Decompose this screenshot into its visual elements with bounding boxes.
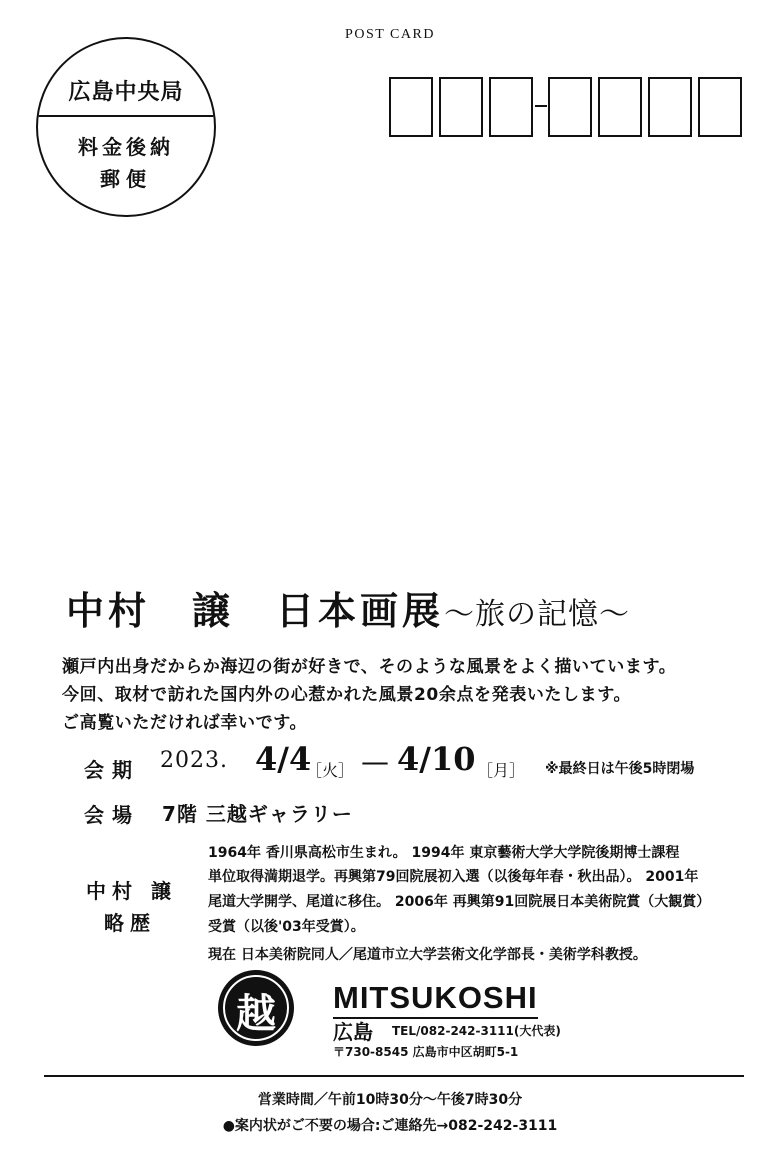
biography-line-4: 受賞（以後'03年受賞）。	[208, 919, 365, 935]
postal-code-box-6	[648, 77, 692, 137]
biography-line-2: 単位取得満期退学。再興第79回院展初入選（以後毎年春・秋出品）。 2001年	[208, 869, 699, 885]
period-dash: —	[361, 745, 389, 778]
postal-code-dash	[535, 105, 547, 107]
period-start-day: ［火］	[306, 761, 355, 780]
biography-line-5: 現在 日本美術院同人／尾道市立大学芸術文化学部長・美術学科教授。	[208, 947, 647, 963]
branch-name: 広島	[333, 1020, 373, 1044]
period-end-day: ［月］	[477, 761, 526, 780]
period-label: 会期	[84, 758, 140, 782]
postal-code-box-5	[598, 77, 642, 137]
biography-line-1: 1964年 香川県高松市生まれ。 1994年 東京藝術大学大学院後期博士課程	[208, 845, 680, 861]
postal-code-box-1	[389, 77, 433, 137]
description-line-3: ご高覧いただければ幸いです。	[62, 713, 308, 733]
biography-heading: 略歴	[104, 911, 156, 935]
postal-code-box-2	[439, 77, 483, 137]
period-year: 2023.	[160, 748, 228, 773]
postal-code-box-4	[548, 77, 592, 137]
stamp-line2: 郵便	[100, 167, 152, 191]
business-hours: 営業時間／午前10時30分～午後7時30分	[257, 1092, 523, 1108]
venue-label: 会場	[84, 803, 140, 827]
post-card-label: POST CARD	[345, 27, 435, 42]
exhibition-title	[66, 580, 630, 635]
venue-value: 7階 三越ギャラリー	[162, 802, 353, 826]
period-end: 4/10	[397, 740, 476, 778]
description-line-1: 瀬戸内出身だからか海辺の街が好きで、そのような風景をよく描いています。	[62, 657, 677, 677]
postal-code-box-3	[489, 77, 533, 137]
mitsukoshi-logo	[218, 970, 294, 1046]
postal-code-box-7	[698, 77, 742, 137]
logo-character: 越	[236, 991, 276, 1037]
artist-name: 中村 譲	[86, 879, 177, 903]
contact-note: ●案内状がご不要の場合:ご連絡先→082-242-3111	[222, 1118, 558, 1134]
store-address: 〒730-8545 広島市中区胡町5-1	[333, 1045, 519, 1059]
description-line-2: 今回、取材で訪れた国内外の心惹かれた風景20余点を発表いたします。	[62, 685, 632, 705]
postage-paid-stamp	[36, 37, 216, 217]
brand-name: MITSUKOSHI	[333, 980, 538, 1019]
stamp-divider	[38, 115, 214, 117]
period-note: ※最終日は午後5時閉場	[545, 761, 695, 777]
period-start: 4/4	[255, 740, 312, 778]
exhibition-title-sub: ～旅の記憶～	[444, 597, 631, 632]
biography-line-3: 尾道大学開学、尾道に移住。 2006年 再興第91回院展日本美術院賞（大観賞）	[208, 894, 711, 910]
exhibition-title-main: 中村 譲 日本画展	[66, 588, 445, 633]
footer-divider	[44, 1075, 744, 1077]
store-telephone: TEL/082-242-3111(大代表)	[392, 1024, 561, 1038]
stamp-line1: 料金後納	[78, 135, 174, 159]
stamp-office: 広島中央局	[68, 80, 184, 105]
